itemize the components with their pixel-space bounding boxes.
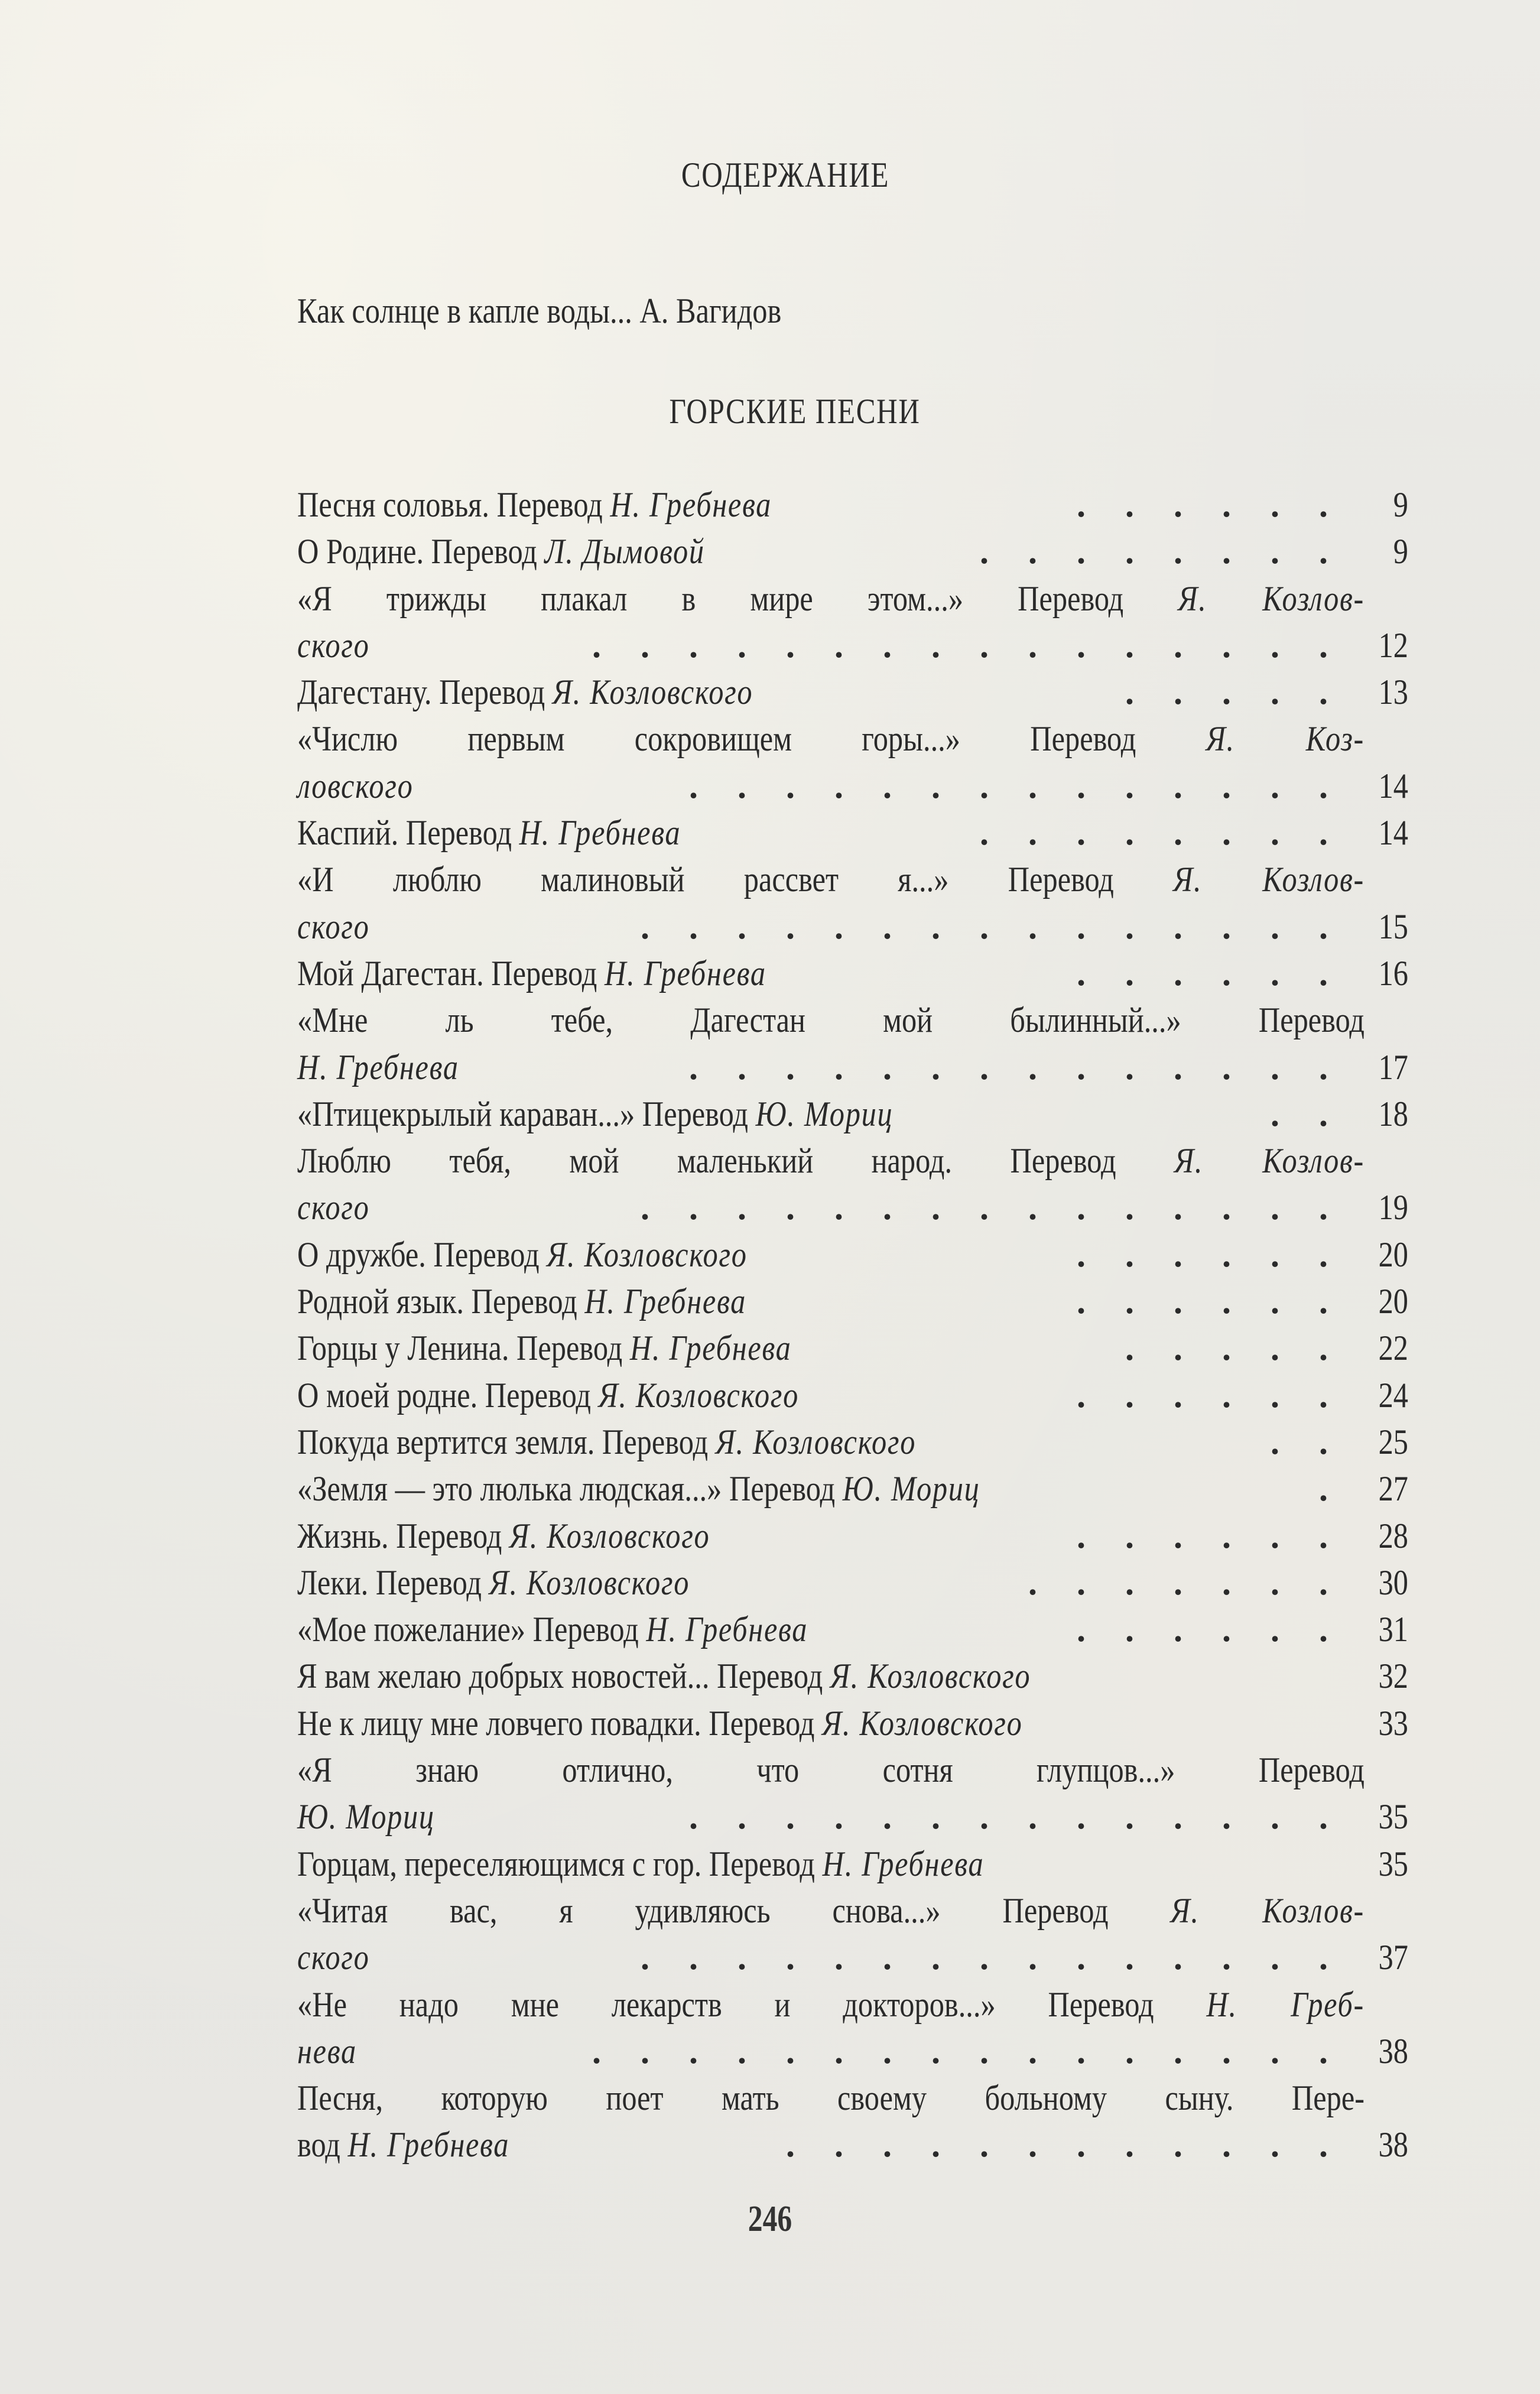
toc-entry[interactable] — [297, 528, 1408, 575]
entry-text — [297, 2122, 509, 2168]
toc-line — [297, 1419, 1408, 1466]
toc-line — [297, 856, 1408, 903]
intro-title: Как солнце в капле воды... — [297, 291, 632, 330]
dot-leader: . . . . . . — [1077, 1282, 1343, 1321]
translator-name: Н. Гребнева — [629, 1328, 792, 1368]
toc-line — [297, 1700, 1408, 1747]
page-ref: 25 — [1378, 1422, 1408, 1461]
entry-title: Горцам, переселяющимся с гор. Перевод — [297, 1844, 823, 1883]
toc-line — [297, 1044, 1408, 1091]
page-ref: 28 — [1378, 1516, 1408, 1555]
entry-text — [297, 528, 705, 575]
toc-line — [297, 1184, 1408, 1231]
translator-name: Н. Гребнева — [605, 953, 766, 993]
entry-text — [297, 1044, 459, 1091]
translator-name: Я. Козловского — [509, 1516, 710, 1555]
toc-line — [297, 1466, 1408, 1512]
toc-line — [297, 1513, 1408, 1560]
dot-leader: . . . . . . — [1077, 485, 1343, 524]
dot-leader: . . . . . . — [1077, 1516, 1343, 1555]
entry-title: Дагестану. Перевод — [297, 673, 553, 712]
translator-name: Ю. Мориц — [755, 1094, 894, 1133]
translator-name: Н. Гребнева — [297, 1047, 459, 1087]
toc-entry[interactable] — [297, 1419, 1408, 1466]
entry-title: «И люблю малиновый рассвет я...» Перевод — [297, 860, 1174, 899]
page-ref: 30 — [1378, 1563, 1408, 1602]
translator-name: Н. Гребнева — [822, 1844, 985, 1883]
entry-text — [297, 2028, 357, 2075]
toc-entry[interactable] — [297, 856, 1408, 950]
toc-line — [297, 1278, 1408, 1325]
dot-leader: . . . . . . — [1077, 1375, 1343, 1415]
page-ref: 14 — [1378, 766, 1408, 805]
entry-text — [297, 1513, 710, 1560]
toc-entry[interactable] — [297, 997, 1408, 1091]
dot-leader: . . . . . . — [1077, 1235, 1343, 1274]
dot-leader: . . . . . . . . . . . . . . . . — [592, 625, 1343, 665]
entry-text — [297, 1982, 1364, 2028]
page-ref: 17 — [1378, 1047, 1408, 1087]
toc-line — [297, 1653, 1408, 1700]
entry-text — [297, 950, 766, 997]
toc-entry[interactable] — [297, 482, 1408, 528]
page-ref: 16 — [1378, 953, 1408, 993]
page-ref: 19 — [1378, 1188, 1408, 1227]
toc-entry[interactable] — [297, 576, 1408, 670]
toc-entry[interactable] — [297, 1841, 1408, 1888]
toc-entry[interactable] — [297, 810, 1408, 856]
entry-title: вод — [297, 2125, 348, 2165]
entry-text — [297, 1888, 1364, 1934]
toc-line — [297, 997, 1408, 1044]
toc-line — [297, 669, 1408, 716]
entry-text — [297, 1138, 1364, 1184]
dot-leader: . . — [1271, 1422, 1343, 1461]
toc-line — [297, 1982, 1408, 2028]
dot-leader: . . . . . . . . . . . . . . . — [641, 907, 1343, 946]
entry-title: О моей родне. Перевод — [297, 1375, 599, 1415]
page-ref: 38 — [1378, 2125, 1408, 2165]
translator-name: Н. Гребнева — [646, 1610, 808, 1649]
dot-leader: . . . . . — [1125, 1328, 1343, 1368]
toc-line — [297, 1138, 1408, 1184]
entry-title: Родной язык. Перевод — [297, 1282, 585, 1321]
entry-text — [297, 810, 681, 856]
toc-entry[interactable] — [297, 1982, 1408, 2075]
translator-name: Н. Гребнева — [519, 813, 681, 853]
page-ref: 12 — [1378, 625, 1408, 665]
toc-line — [297, 1232, 1408, 1278]
toc-line — [297, 1560, 1408, 1606]
translator-name: Я. Козлов- — [1174, 1141, 1364, 1181]
toc-line — [297, 904, 1408, 950]
page-ref: 31 — [1378, 1610, 1408, 1649]
toc-entry[interactable] — [297, 1606, 1408, 1653]
entry-title: Не к лицу мне ловчего повадки. Перевод — [297, 1703, 823, 1743]
toc-entry[interactable] — [297, 1325, 1408, 1372]
entry-text — [297, 904, 369, 950]
entry-title: Жизнь. Перевод — [297, 1516, 509, 1555]
toc-entry[interactable] — [297, 950, 1408, 997]
page-ref: 27 — [1378, 1469, 1408, 1509]
entry-title: Люблю тебя, мой маленький народ. Перевод — [297, 1141, 1175, 1181]
dot-leader: . . . . . . . — [1028, 1563, 1343, 1602]
toc-entry[interactable] — [297, 1278, 1408, 1325]
translator-name: Н. Греб- — [1206, 1984, 1364, 2024]
translator-name: ского — [297, 907, 370, 946]
page-ref: 35 — [1378, 1844, 1408, 1883]
dot-leader: . . . . . — [1125, 673, 1343, 712]
page-ref: 24 — [1378, 1375, 1408, 1415]
entry-title: «Читая вас, я удивляюсь снова...» Перевод — [297, 1890, 1171, 1930]
entry-title: Каспий. Перевод — [297, 813, 519, 853]
translator-name: Я. Козловского — [489, 1563, 690, 1602]
dot-leader: . — [1319, 1469, 1343, 1509]
entry-title: Я вам желаю добрых новостей... Перевод — [297, 1656, 830, 1696]
toc-line — [297, 1841, 1408, 1888]
dot-leader: . . . . . . . . . . . . . . — [689, 1047, 1343, 1087]
toc-line — [297, 1794, 1408, 1840]
entry-text — [297, 763, 414, 810]
toc-entry[interactable] — [297, 1138, 1408, 1232]
translator-name: Я. Козловского — [547, 1235, 748, 1274]
entry-text — [297, 1232, 748, 1278]
toc-line — [297, 528, 1408, 575]
dot-leader: . . — [1271, 1094, 1343, 1133]
toc-line — [297, 1325, 1408, 1372]
translator-name: Н. Гребнева — [584, 1282, 747, 1321]
entry-text — [297, 1278, 746, 1325]
entry-title: Мой Дагестан. Перевод — [297, 953, 605, 993]
toc-line — [297, 763, 1408, 810]
page-ref: 20 — [1378, 1282, 1408, 1321]
dot-leader: . . . . . . — [1077, 1610, 1343, 1649]
translator-name: Ю. Мориц — [297, 1797, 435, 1837]
entry-title: Леки. Перевод — [297, 1563, 489, 1602]
toc-entry[interactable] — [297, 1560, 1408, 1606]
entry-text — [297, 1466, 980, 1512]
translator-name: Я. Козлов- — [1178, 579, 1364, 618]
entry-title: Горцы у Ленина. Перевод — [297, 1328, 630, 1368]
toc-entry[interactable] — [297, 2075, 1408, 2169]
entry-text — [297, 716, 1364, 762]
dot-leader: . . . . . . . . . . . . . . — [689, 1797, 1343, 1837]
entry-text — [297, 1841, 984, 1888]
translator-name: ловского — [297, 766, 414, 805]
entry-text — [297, 1934, 369, 1981]
page-ref: 33 — [1378, 1703, 1408, 1743]
entry-text — [297, 1606, 808, 1653]
entry-text — [297, 1325, 792, 1372]
entry-title: «Земля — это люлька людская...» Перевод — [297, 1469, 843, 1509]
page-ref: 20 — [1378, 1235, 1408, 1274]
entry-text — [297, 997, 1364, 1044]
table-of-contents — [297, 482, 1408, 2169]
toc-line — [297, 622, 1408, 669]
entry-text — [297, 1184, 369, 1231]
toc-entry[interactable] — [297, 1888, 1408, 1982]
toc-entry[interactable] — [297, 1372, 1408, 1419]
translator-name: Я. Козлов- — [1170, 1890, 1364, 1930]
toc-line — [297, 716, 1408, 762]
toc-entry[interactable] — [297, 1232, 1408, 1278]
entry-text — [297, 1700, 1023, 1747]
entry-text — [297, 622, 369, 669]
translator-name: Н. Гребнева — [610, 485, 772, 524]
translator-name: ского — [297, 625, 370, 665]
toc-entry[interactable] — [297, 1513, 1408, 1560]
intro-author: А. Вагидов — [639, 291, 782, 330]
toc-entry[interactable] — [297, 1653, 1408, 1700]
dot-leader: . . . . . . . . . . . . — [786, 2125, 1343, 2165]
page-ref: 32 — [1378, 1656, 1408, 1696]
dot-leader: . . . . . . . . . . . . . . . — [641, 1938, 1343, 1977]
entry-text — [297, 856, 1364, 903]
dot-leader: . . . . . . . . — [980, 532, 1343, 571]
entry-text — [297, 2075, 1364, 2122]
entry-title: «Мне ль тебе, Дагестан мой былинный...» Перевод — [297, 1001, 1364, 1040]
page-ref: 15 — [1378, 907, 1408, 946]
page-ref: 38 — [1378, 2031, 1408, 2071]
page-ref: 9 — [1393, 532, 1408, 571]
translator-name: Ю. Мориц — [842, 1469, 980, 1509]
page-ref: 37 — [1378, 1938, 1408, 1977]
translator-name: ского — [297, 1938, 370, 1977]
entry-text — [297, 1794, 435, 1840]
dot-leader: . . . . . . . . — [980, 813, 1343, 853]
toc-line — [297, 1091, 1408, 1138]
translator-name: Я. Козловского — [715, 1422, 917, 1461]
entry-title: Песня, которую поет мать своему больному сыну. Пере- — [297, 2078, 1364, 2118]
translator-name: ского — [297, 1188, 370, 1227]
toc-entry[interactable] — [297, 716, 1408, 810]
entry-text — [297, 1372, 799, 1419]
entry-title: «Птицекрылый караван...» Перевод — [297, 1094, 756, 1133]
page-ref: 13 — [1378, 673, 1408, 712]
translator-name: нева — [297, 2031, 357, 2071]
toc-entry[interactable] — [297, 669, 1408, 716]
page-number: 246 — [748, 2199, 792, 2239]
toc-entry[interactable] — [297, 1466, 1408, 1512]
toc-line — [297, 576, 1408, 622]
toc-line — [297, 1747, 1408, 1794]
toc-entry[interactable] — [297, 1700, 1408, 1747]
translator-name: Я. Козловского — [598, 1375, 800, 1415]
toc-entry[interactable] — [297, 1747, 1408, 1841]
toc-line — [297, 1606, 1408, 1653]
toc-line — [297, 950, 1408, 997]
page-ref: 18 — [1378, 1094, 1408, 1133]
entry-title: Песня соловья. Перевод — [297, 485, 610, 524]
dot-leader: . . . . . . . . . . . . . . . . — [592, 2031, 1343, 2071]
section-heading: ГОРСКИЕ ПЕСНИ — [669, 392, 921, 431]
toc-line — [297, 1934, 1408, 1981]
page-title: СОДЕРЖАНИЕ — [681, 155, 890, 194]
toc-line — [297, 1372, 1408, 1419]
entry-title: О Родине. Перевод — [297, 532, 545, 571]
translator-name: Я. Козловского — [822, 1703, 1023, 1743]
page-ref: 9 — [1393, 485, 1408, 524]
translator-name: Л. Дымовой — [544, 532, 705, 571]
entry-text — [297, 1560, 690, 1606]
entry-title: «Мое пожелание» Перевод — [297, 1610, 646, 1649]
toc-line — [297, 2028, 1408, 2075]
dot-leader: . . . . . . . . . . . . . . . — [641, 1188, 1343, 1227]
toc-line — [297, 810, 1408, 856]
dot-leader: . . . . . . . . . . . . . . — [689, 766, 1343, 805]
translator-name: Н. Гребнева — [347, 2125, 510, 2165]
entry-text — [297, 576, 1364, 622]
entry-text — [297, 1747, 1364, 1794]
entry-title: «Не надо мне лекарств и докторов...» Перевод — [297, 1984, 1207, 2024]
translator-name: Я. Козлов- — [1173, 860, 1364, 899]
toc-entry[interactable] — [297, 1091, 1408, 1138]
translator-name: Я. Козловского — [830, 1656, 1031, 1696]
entry-title: «Я знаю отлично, что сотня глупцов...» Перевод — [297, 1750, 1364, 1790]
entry-title: «Я трижды плакал в мире этом...» Перевод — [297, 579, 1178, 618]
page-ref: 22 — [1378, 1328, 1408, 1368]
entry-text — [297, 482, 772, 528]
toc-line — [297, 482, 1408, 528]
entry-title: «Числю первым сокровищем горы...» Перевод — [297, 719, 1206, 759]
toc-line — [297, 2122, 1408, 2168]
translator-name: Я. Козловского — [552, 673, 753, 712]
entry-text — [297, 1419, 916, 1466]
translator-name: Я. Коз- — [1206, 719, 1364, 759]
dot-leader: . . . . . . — [1077, 953, 1343, 993]
entry-text — [297, 1091, 893, 1138]
entry-text — [297, 1653, 1031, 1700]
toc-line — [297, 1888, 1408, 1934]
entry-title: Покуда вертится земля. Перевод — [297, 1422, 716, 1461]
entry-title: О дружбе. Перевод — [297, 1235, 547, 1274]
page-ref: 14 — [1378, 813, 1408, 853]
intro-entry[interactable] — [297, 291, 781, 332]
toc-line — [297, 2075, 1408, 2122]
page-ref: 35 — [1378, 1797, 1408, 1837]
entry-text — [297, 669, 753, 716]
